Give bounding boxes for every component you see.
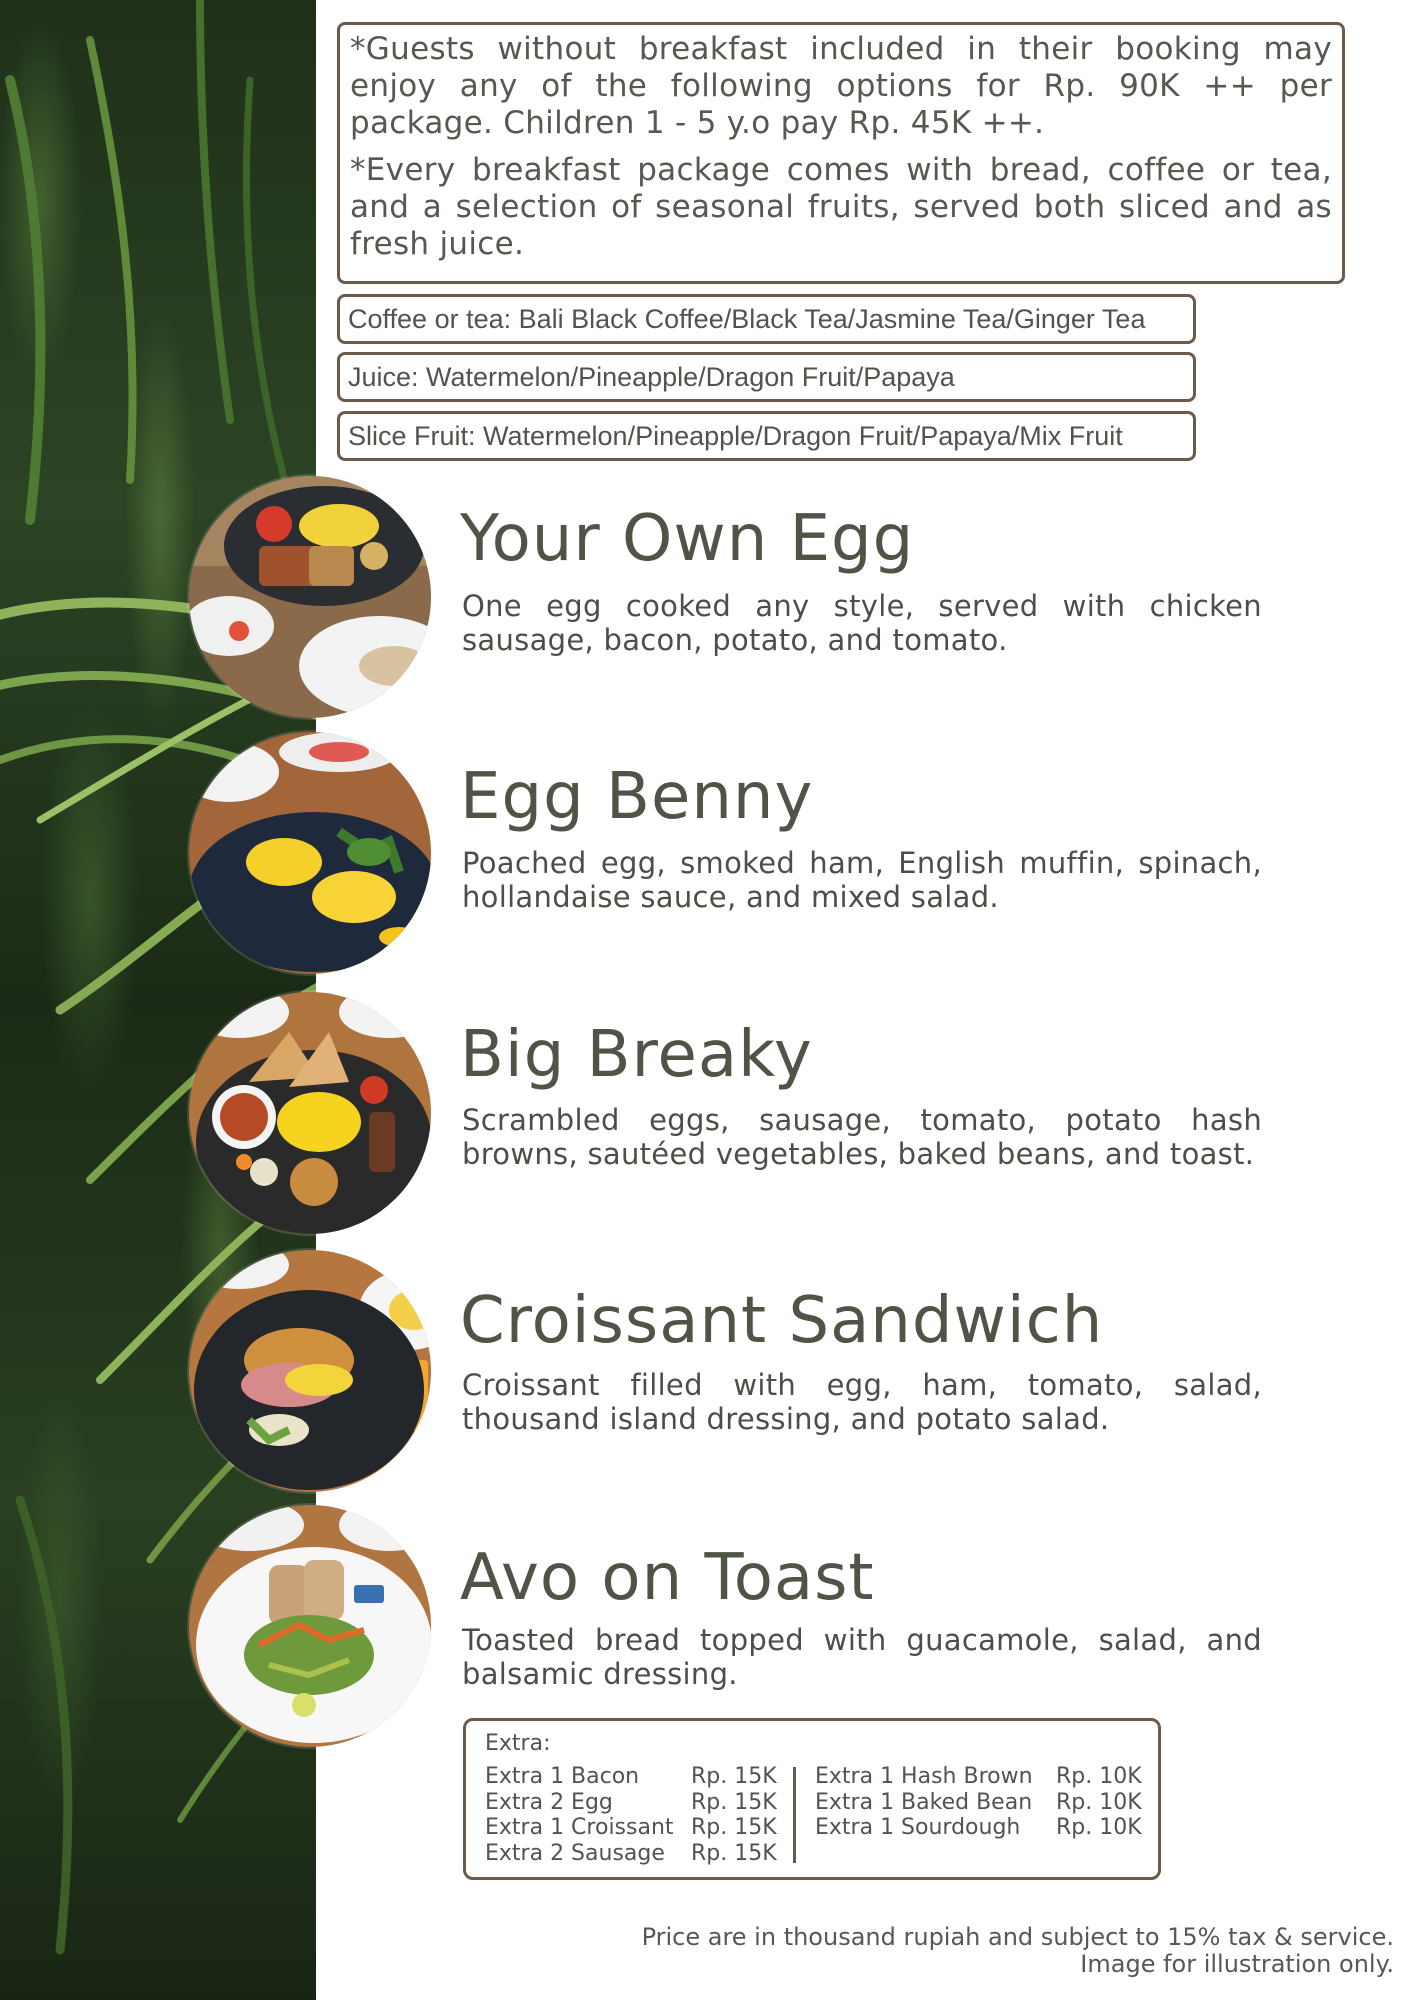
- avo-on-toast-title: Avo on Toast: [460, 1541, 875, 1615]
- extra-price: Rp. 10K: [1056, 1815, 1142, 1840]
- extra-name: Extra 1 Sourdough: [815, 1815, 1021, 1840]
- coffee-tea-options: Coffee or tea: Bali Black Coffee/Black Tea/Jasmine Tea/Ginger Tea: [337, 294, 1196, 344]
- avo-on-toast-photo: [189, 1505, 431, 1747]
- extras-box: [463, 1718, 1161, 1880]
- extra-name: Extra 1 Bacon: [485, 1764, 640, 1789]
- your-own-egg-title: Your Own Egg: [460, 502, 915, 576]
- extra-name: Extra 1 Hash Brown: [815, 1764, 1033, 1789]
- extras-item: [815, 1790, 1155, 1816]
- egg-benny-title: Egg Benny: [460, 760, 814, 834]
- extra-name: Extra 2 Sausage: [485, 1840, 665, 1866]
- juice-options: Juice: Watermelon/Pineapple/Dragon Fruit/Papaya: [337, 352, 1196, 402]
- extra-price: Rp. 15K: [691, 1789, 777, 1815]
- extras-item: [485, 1815, 785, 1841]
- extras-item: [815, 1815, 1155, 1841]
- extras-item: [485, 1790, 785, 1816]
- extras-divider: [793, 1767, 796, 1863]
- big-breaky-description: Scrambled eggs, sausage, tomato, potato hash browns, sautéed vegetables, baked beans, and toast.: [462, 1103, 1262, 1171]
- extras-item: [485, 1764, 785, 1790]
- extra-price: Rp. 15K: [691, 1764, 777, 1789]
- extra-price: Rp. 15K: [691, 1840, 777, 1866]
- avo-on-toast-description: Toasted bread topped with guacamole, salad, and balsamic dressing.: [462, 1623, 1262, 1691]
- extra-price: Rp. 15K: [691, 1815, 777, 1840]
- notes-line-package: *Every breakfast package comes with bread, coffee or tea, and a selection of seasonal fruits, served both sliced and as fresh juice.: [350, 152, 1332, 262]
- breakfast-notes-box: [337, 22, 1345, 284]
- egg-benny-description: Poached egg, smoked ham, English muffin, spinach, hollandaise sauce, and mixed salad.: [462, 846, 1262, 914]
- your-own-egg-photo: [189, 476, 431, 718]
- croissant-sandwich-description: Croissant filled with egg, ham, tomato, salad, thousand island dressing, and potato salad.: [462, 1368, 1262, 1436]
- big-breaky-title: Big Breaky: [460, 1018, 813, 1092]
- egg-benny-photo: [189, 732, 431, 974]
- extras-left-column: [485, 1764, 785, 1866]
- croissant-sandwich-photo: [189, 1250, 431, 1492]
- extra-price: Rp. 10K: [1056, 1764, 1142, 1789]
- your-own-egg-description: One egg cooked any style, served with chicken sausage, bacon, potato, and tomato.: [462, 589, 1262, 657]
- disclaimer-line-tax: Price are in thousand rupiah and subject to 15% tax & service.: [641, 1923, 1394, 1951]
- extras-right-column: [815, 1764, 1155, 1841]
- extra-name: Extra 1 Baked Bean: [815, 1789, 1033, 1815]
- extras-item: [815, 1764, 1155, 1790]
- extra-name: Extra 2 Egg: [485, 1789, 613, 1815]
- disclaimer-line-image: Image for illustration only.: [1080, 1950, 1394, 1978]
- extra-price: Rp. 10K: [1056, 1789, 1142, 1815]
- big-breaky-photo: [189, 992, 431, 1234]
- price-disclaimer: [642, 1924, 1394, 1978]
- notes-line-guests: *Guests without breakfast included in their booking may enjoy any of the following options for Rp. 90K ++ per package. Children 1 - 5 y.o pay Rp. 45K ++.: [350, 31, 1332, 141]
- extras-item: [485, 1841, 785, 1867]
- extra-name: Extra 1 Croissant: [485, 1815, 674, 1840]
- slice-fruit-options: Slice Fruit: Watermelon/Pineapple/Dragon Fruit/Papaya/Mix Fruit: [337, 411, 1196, 461]
- croissant-sandwich-title: Croissant Sandwich: [460, 1284, 1104, 1358]
- extras-title: Extra:: [485, 1731, 551, 1756]
